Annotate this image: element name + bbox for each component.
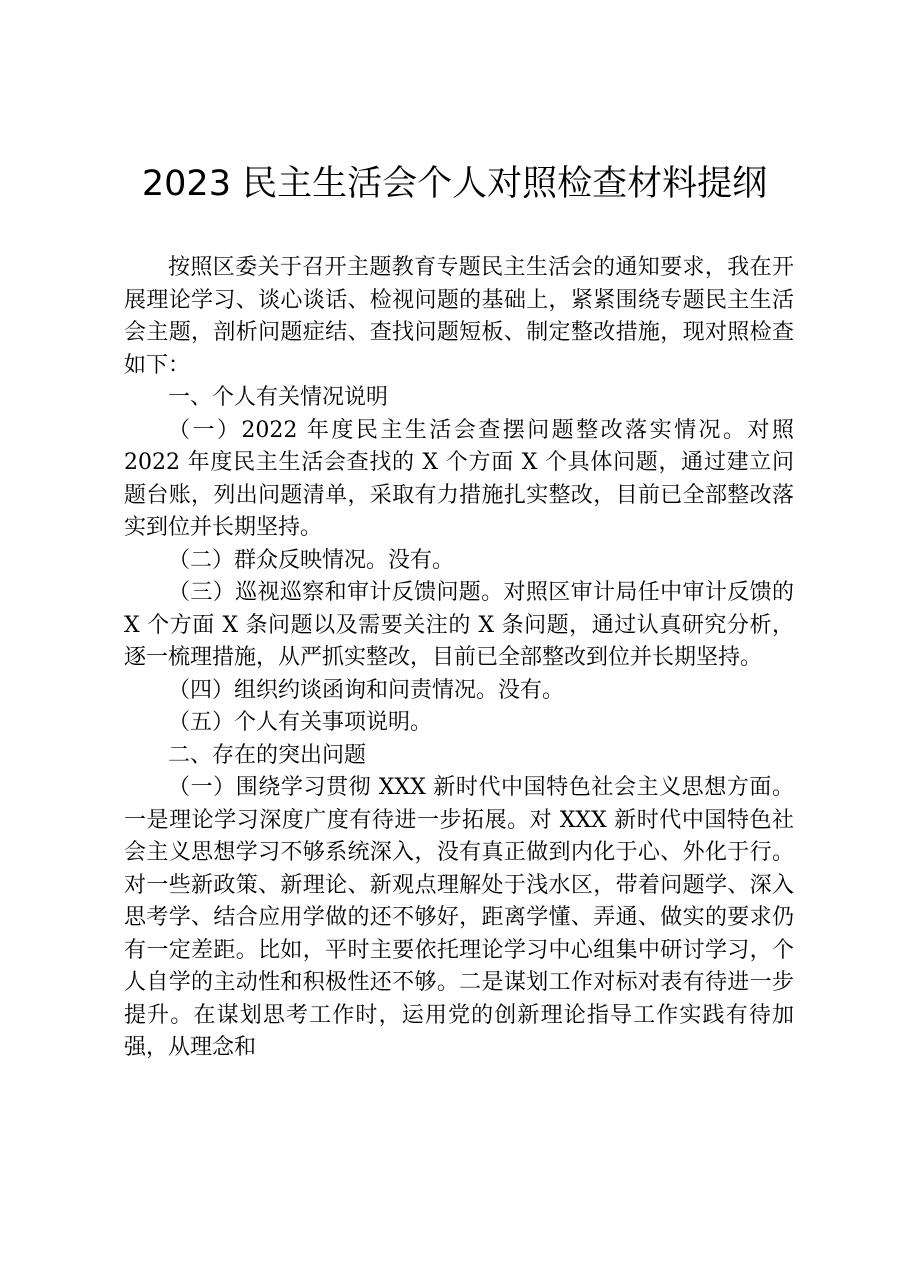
- body-paragraph: （三）巡视巡察和审计反馈问题。对照区审计局任中审计反馈的 X 个方面 X 条问题以及需要关注的 X 条问题，通过认真研究分析，逐一梳理措施，从严抓实整改，目前已全部整改到位并长期坚持。: [124, 580, 794, 670]
- body-paragraph: （四）组织约谈函询和问责情况。没有。: [168, 677, 565, 703]
- body-paragraph: （一）围绕学习贯彻 XXX 新时代中国特色社会主义思想方面。一是理论学习深度广度有待进一步拓展。对 XXX 新时代中国特色社会主义思想学习不够系统深入，没有真正做到内化于心、外化于行。对一些新政策、新理论、新观点理解处于浅水区，带着问题学、深入思考学、结合应用学做的还不够好，距离学懂、弄通、做实的要求仍有一定差距。比如，平时主要依托理论学习中心组集中研讨学习，个人自学的主动性和积极性还不够。二是谋划工作对标对表有待进一步提升。在谋划思考工作时，运用党的创新理论指导工作实践有待加强，从理念和: [124, 775, 794, 1060]
- body-paragraph: （一）2022 年度民主生活会查摆问题整改落实情况。对照 2022 年度民主生活会查找的 X 个方面 X 个具体问题，通过建立问题台账，列出问题清单，采取有力措施扎实整改，目前已全部整改落实到位并长期坚持。: [124, 417, 794, 540]
- intro-paragraph: 按照区委关于召开主题教育专题民主生活会的通知要求，我在开展理论学习、谈心谈话、检视问题的基础上，紧紧围绕专题民主生活会主题，剖析问题症结、查找问题短板、制定整改措施，现对照检查如下：: [124, 255, 794, 378]
- document-title: 2023 民主生活会个人对照检查材料提纲: [141, 164, 768, 204]
- section-heading-1: 一、个人有关情况说明: [168, 385, 389, 410]
- body-paragraph: （二）群众反映情况。没有。: [168, 547, 455, 573]
- body-paragraph: （五）个人有关事项说明。: [168, 710, 433, 735]
- document-body: [124, 252, 794, 1065]
- section-heading-2: 二、存在的突出问题: [168, 742, 367, 768]
